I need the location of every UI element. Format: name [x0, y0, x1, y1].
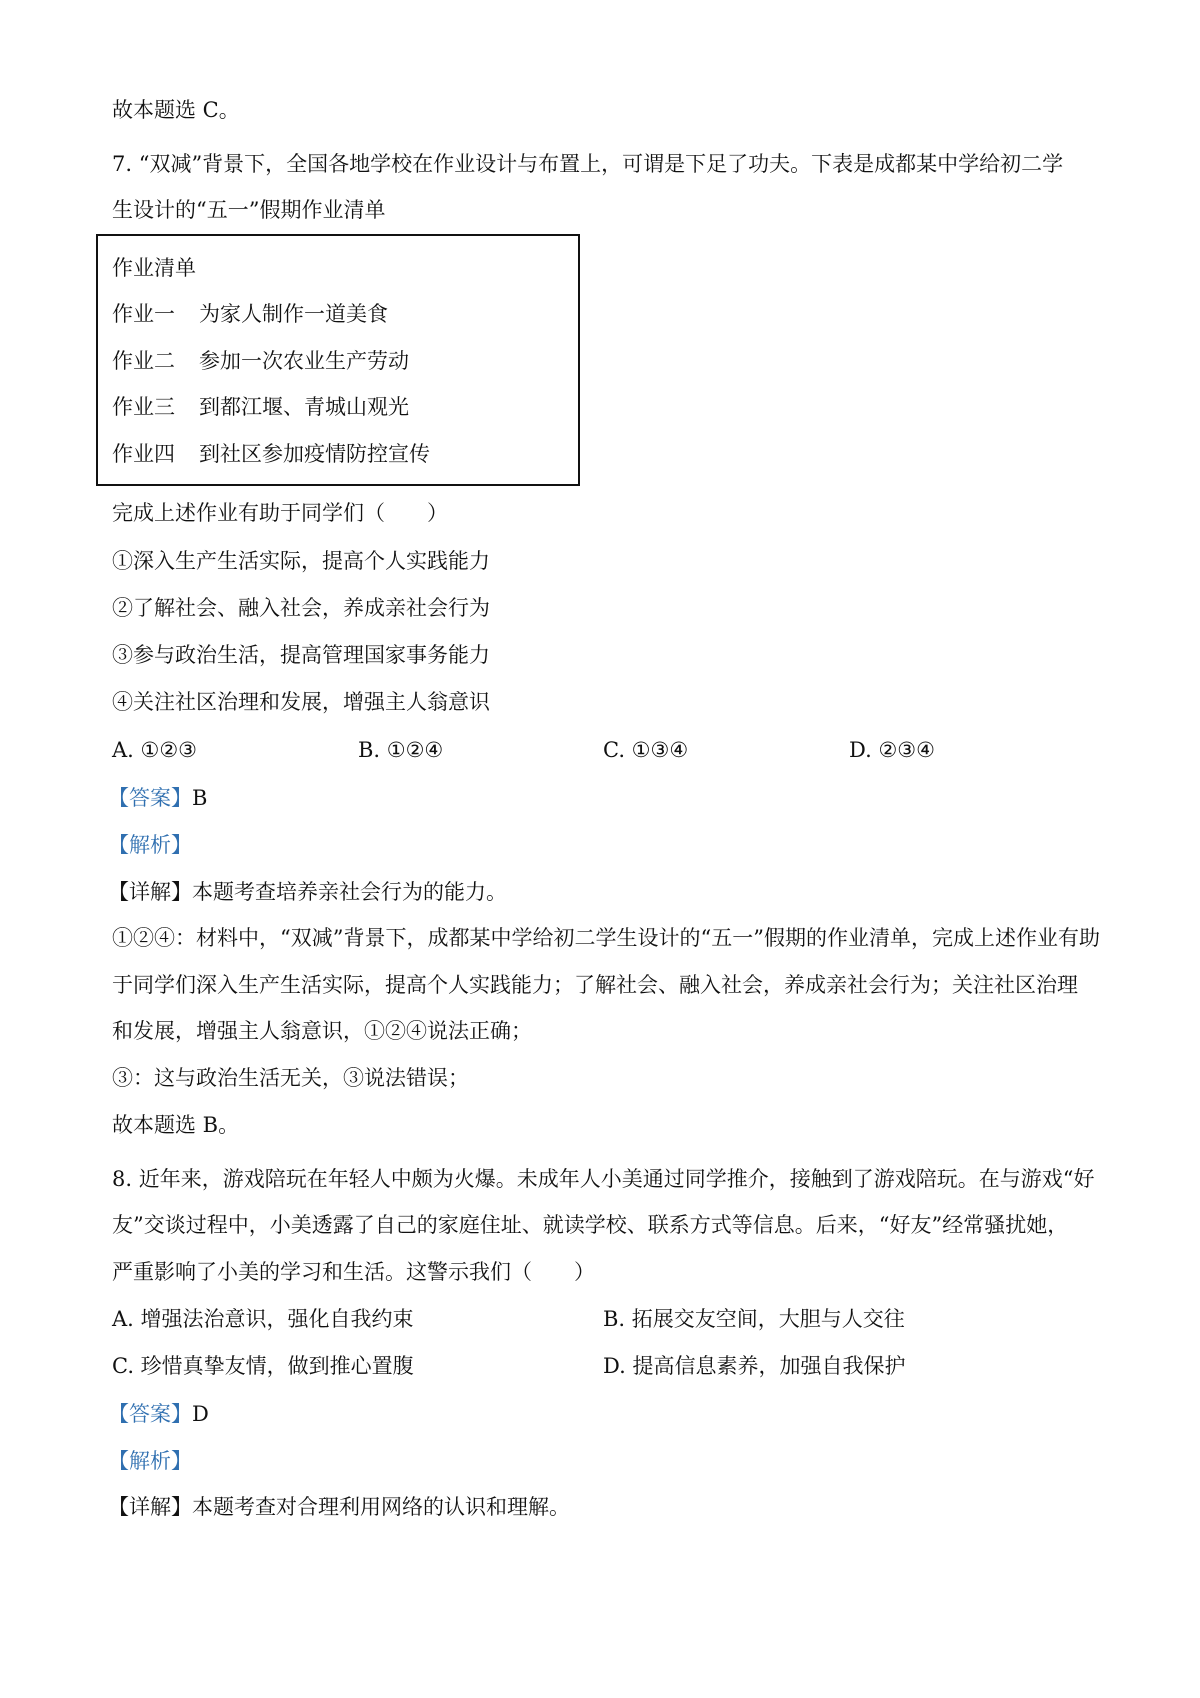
answer-tag: 【答案】 [108, 1402, 192, 1426]
q7-conclusion: 故本题选 B。 [112, 1113, 240, 1137]
q7-explanation-line-3: 和发展，增强主人翁意识，①②④说法正确； [112, 1019, 532, 1043]
row-label: 作业三 [112, 395, 175, 419]
q7-statement-4: ④关注社区治理和发展，增强主人翁意识 [112, 690, 490, 714]
row-content: 参加一次农业生产劳动 [199, 349, 409, 373]
answer-tag: 【答案】 [108, 786, 192, 810]
q7-explanation-line-1: ①②④：材料中，“双减”背景下，成都某中学给初二学生设计的“五一”假期的作业清单，完成上述作业有助 [112, 926, 1100, 950]
table-row [112, 392, 409, 422]
q8-option-c: C. 珍惜真挚友情，做到推心置腹 [112, 1354, 414, 1378]
q7-explanation-line-2: 于同学们深入生产生活实际，提高个人实践能力；了解社会、融入社会，养成亲社会行为；关注社区治理 [112, 973, 1078, 997]
table-row [112, 439, 430, 469]
q7-option-d: D. ②③④ [849, 738, 935, 762]
answer-value: B [192, 786, 208, 810]
q7-answer [108, 783, 207, 813]
q7-statement-3: ③参与政治生活，提高管理国家事务能力 [112, 643, 490, 667]
q7-option-c: C. ①③④ [603, 738, 689, 762]
q8-answer [108, 1399, 209, 1429]
answer-value: D [192, 1402, 209, 1426]
row-label: 作业一 [112, 302, 175, 326]
prev-conclusion: 故本题选 C。 [112, 98, 240, 122]
analysis-tag: 【解析】 [108, 1449, 192, 1473]
homework-list-table [96, 234, 580, 486]
q8-option-d: D. 提高信息素养，加强自我保护 [603, 1354, 906, 1378]
row-label: 作业二 [112, 349, 175, 373]
row-label: 作业四 [112, 442, 175, 466]
q8-stem-line-1: 8. 近年来，游戏陪玩在年轻人中颇为火爆。未成年人小美通过同学推介，接触到了游戏陪玩。在与游戏“好 [112, 1167, 1095, 1191]
q7-stem-line-2: 生设计的“五一”假期作业清单 [112, 198, 386, 222]
table-row [112, 346, 409, 376]
q8-stem-line-2: 友”交谈过程中，小美透露了自己的家庭住址、就读学校、联系方式等信息。后来，“好友”经常骚扰她， [112, 1213, 1069, 1237]
table-row [112, 299, 388, 329]
q8-option-b: B. 拓展交友空间，大胆与人交往 [603, 1307, 905, 1331]
q7-statement-1: ①深入生产生活实际，提高个人实践能力 [112, 549, 490, 573]
q7-detail: 【详解】本题考查培养亲社会行为的能力。 [108, 880, 507, 904]
row-content: 到都江堰、青城山观光 [199, 395, 409, 419]
analysis-tag: 【解析】 [108, 833, 192, 857]
row-content: 为家人制作一道美食 [199, 302, 388, 326]
q7-analysis-tag [108, 830, 192, 860]
q8-analysis-tag [108, 1446, 192, 1476]
q8-detail: 【详解】本题考查对合理利用网络的认识和理解。 [108, 1495, 570, 1519]
q7-option-a: A. ①②③ [112, 738, 197, 762]
q7-option-b: B. ①②④ [358, 738, 444, 762]
table-title: 作业清单 [112, 256, 196, 280]
q7-question: 完成上述作业有助于同学们（ ） [112, 501, 448, 525]
q7-stem-line-1: 7. “双减”背景下，全国各地学校在作业设计与布置上，可谓是下足了功夫。下表是成都某中学给初二学 [112, 152, 1064, 176]
q8-option-a: A. 增强法治意识，强化自我约束 [112, 1307, 414, 1331]
row-content: 到社区参加疫情防控宣传 [199, 442, 430, 466]
q8-stem-line-3: 严重影响了小美的学习和生活。这警示我们（ ） [112, 1260, 595, 1284]
q7-explanation-line-4: ③：这与政治生活无关，③说法错误； [112, 1066, 469, 1090]
q7-statement-2: ②了解社会、融入社会，养成亲社会行为 [112, 596, 490, 620]
